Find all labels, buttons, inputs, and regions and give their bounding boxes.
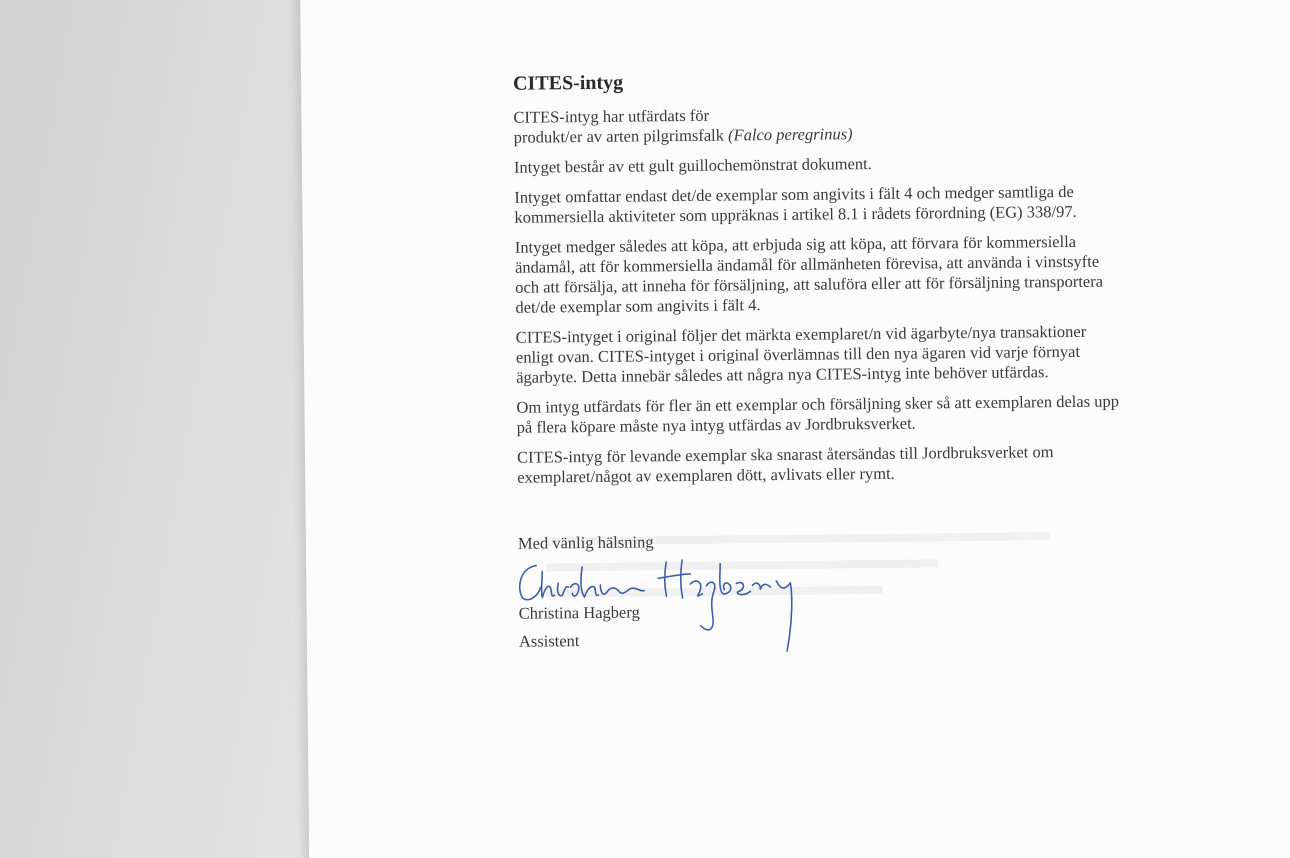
intro-line-2: produkt/er av arten pilgrimsfalk (513, 125, 725, 147)
paragraph-5: Om intyg utfärdats för fler än ett exemplar och försäljning sker så att exemplaren delas upp på flera köpare måste nya intyg utfärdas av Jordbruksverket. (516, 391, 1120, 437)
paragraph-3: Intyget medger således att köpa, att erbjuda sig att köpa, att förvara för kommersiella ändamål, att för kommersiella ändamål för allmänheten förevisa, att använda i vinstsyfte och att försälja, att inneha för försäljning, att saluföra eller att för försäljning transportera det/de exemplar som angivits i fält 4. (514, 231, 1104, 317)
paragraph-6: CITES-intyg för levande exemplar ska snarast återsändas till Jordbruksverket om exemplaret/något av exemplaren dött, avlivats eller rymt. (516, 442, 1054, 487)
letter-body (513, 67, 1129, 655)
signer-name: Christina Hagberg (518, 602, 640, 623)
species-latin-name: (Falco peregrinus) (727, 124, 853, 145)
intro-paragraph (513, 101, 1123, 147)
paragraph-1: Intyget består av ett gult guillochemönstrat dokument. (513, 154, 872, 177)
paragraph-2: Intyget omfattar endast det/de exemplar som angivits i fält 4 och medger samtliga de kommersiella aktiviteter som uppräknas i artikel 8.1 i rådets förordning (EG) 338/97. (514, 181, 1077, 227)
document-title: CITES-intyg (512, 71, 624, 95)
handwritten-signature (518, 551, 1128, 599)
closing-salutation: Med vänlig hälsning (517, 532, 654, 553)
intro-line-1: CITES-intyg har utfärdats för (513, 105, 710, 127)
desk-background (0, 0, 330, 858)
document-page (300, 0, 1290, 858)
paragraph-4: CITES-intyget i original följer det märkta exemplaret/n vid ägarbyte/nya transaktioner enligt ovan. CITES-intyget i original överlämnas till den nya ägaren vid varje förnyat ägarbyte. Detta innebär således att några nya CITES-intyg inte behöver utfärdas. (515, 321, 1087, 387)
signer-role: Assistent (518, 631, 580, 651)
